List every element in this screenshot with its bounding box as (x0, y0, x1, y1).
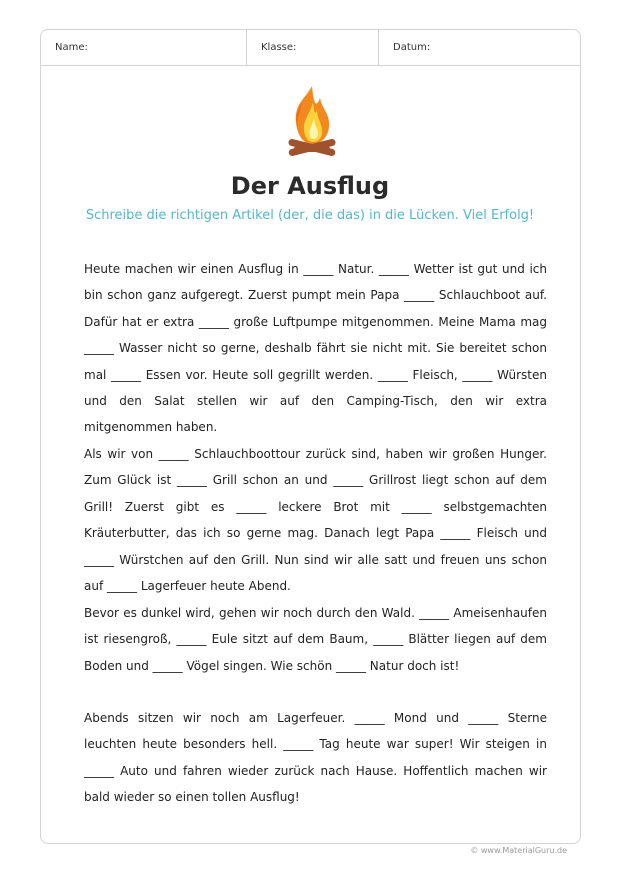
paragraph-1: Heute machen wir einen Ausflug in _____ Natur. _____ Wetter ist gut und ich bin schon ganz aufgeregt. Zuerst pumpt mein Papa _____ Schlauchboot auf. Dafür hat er extra _____ große Luftpumpe mitgenommen. Meine Mama mag _____ Wasser nicht so gerne, deshalb fährt sie nicht mit. Sie bereitet schon mal _____ Essen vor. Heute soll gegrillt werden. _____ Fleisch, _____ Würsten und den Salat stellen wir auf den Camping-Tisch, den wir extra mitgenommen haben. (84, 262, 547, 435)
date-field[interactable] (379, 30, 580, 65)
instructions: Schreibe die richtigen Artikel (der, die das) in die Lücken. Viel Erfolg! (85, 208, 535, 223)
name-field[interactable] (41, 30, 247, 65)
copyright-footer: © www.MaterialGuru.de (470, 846, 567, 855)
campfire-icon (284, 84, 340, 162)
header-fields (41, 30, 580, 66)
paragraph-3: Bevor es dunkel wird, gehen wir noch durch den Wald. _____ Ameisenhaufen ist riesengroß, _____ Eule sitzt auf dem Baum, _____ Blätter liegen auf dem Boden und _____ Vögel singen. Wie schön _____ Natur doch ist! (84, 606, 547, 673)
class-field[interactable] (247, 30, 379, 65)
paragraph-2: Als wir von _____ Schlauchboottour zurück sind, haben wir großen Hunger. Zum Glück ist _____ Grill schon an und _____ Grillrost liegt schon auf dem Grill! Zuerst gibt es _____ leckere Brot mit _____ selbstgemachten Kräuterbutter, das ich so gerne mag. Danach legt Papa _____ Fleisch und _____ Würstchen auf den Grill. Nun sind wir alle satt und freuen uns schon auf _____ Lagerfeuer heute Abend. (84, 447, 547, 594)
name-label: Name: (55, 42, 88, 53)
page-title: Der Ausflug (230, 172, 390, 200)
date-label: Datum: (393, 42, 431, 53)
paragraph-4: Abends sitzen wir noch am Lagerfeuer. _____ Mond und _____ Sterne leuchten heute besonders hell. _____ Tag heute war super! Wir steigen in _____ Auto und fahren wieder zurück nach Hause. Hoffentlich machen wir bald wieder so einen tollen Ausflug! (84, 711, 547, 805)
class-label: Klasse: (261, 42, 297, 53)
